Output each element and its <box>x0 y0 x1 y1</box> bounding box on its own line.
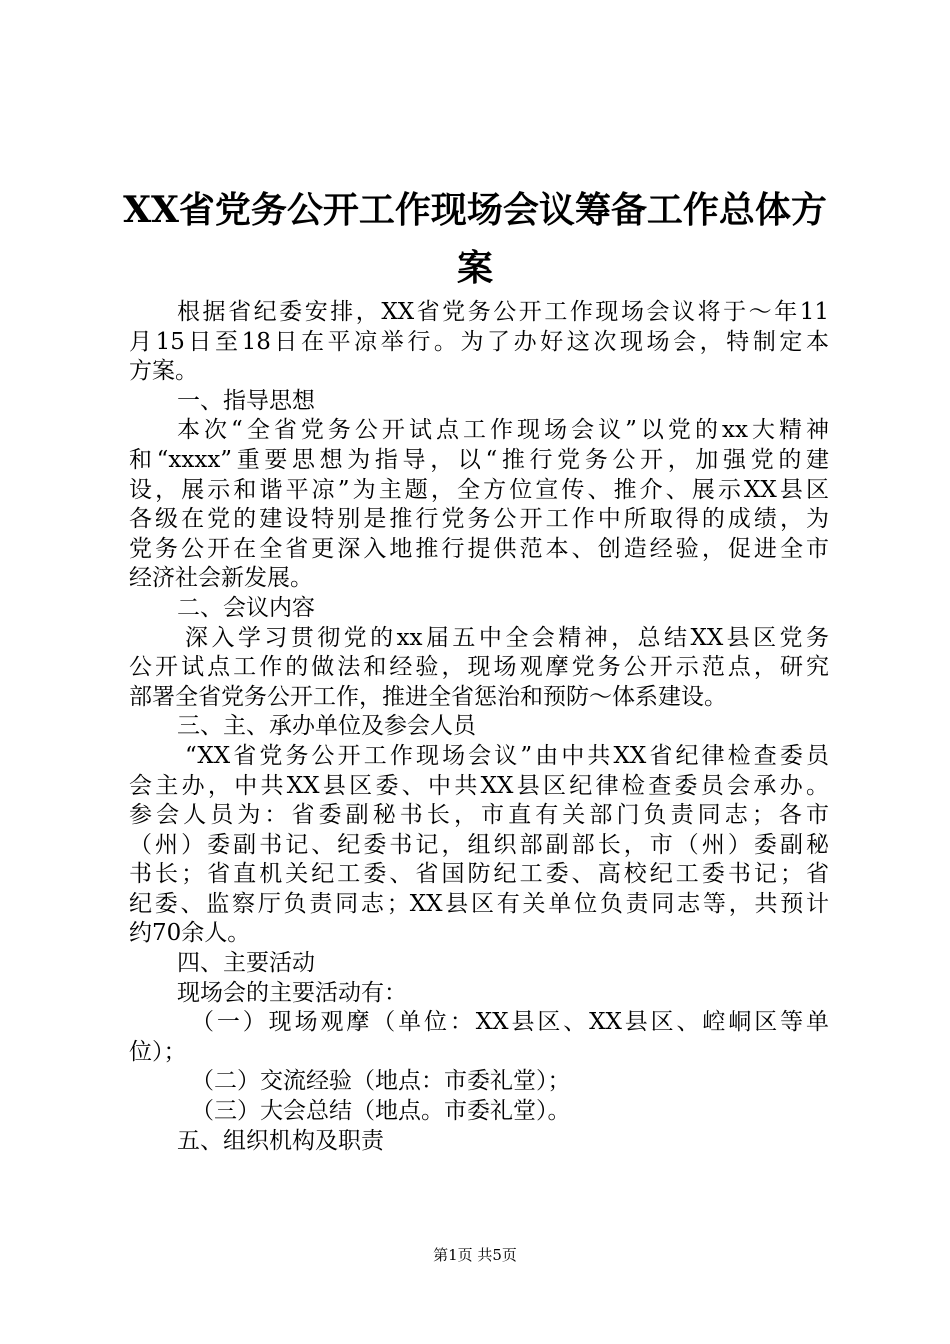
list-item: （二）交流经验（地点：市委礼堂）； <box>191 1068 571 1095</box>
body-line: 公开试点工作的做法和经验，现场观摩党务公开示范点，研究 <box>129 654 829 681</box>
document-title-line-2: 案 <box>456 247 493 289</box>
section-heading: 四、主要活动 <box>177 950 315 977</box>
section-heading: 三、主、承办单位及参会人员 <box>177 713 476 740</box>
body-line: “XX省党务公开工作现场会议”由中共XX省纪律检查委员 <box>185 742 829 769</box>
body-line: 深入学习贯彻党的xx届五中全会精神，总结XX县区党务 <box>185 624 829 651</box>
section-heading: 一、指导思想 <box>177 387 315 414</box>
body-line: 和“xxxx”重要思想为指导，以“推行党务公开，加强党的建 <box>129 446 829 473</box>
page-number-footer: 第1页 共5页 <box>433 1246 517 1264</box>
body-line: 纪委、监察厅负责同志；XX县区有关单位负责同志等，共预计 <box>129 890 829 917</box>
document-title-line-1: XX省党务公开工作现场会议筹备工作总体方 <box>123 189 827 231</box>
body-line: 书长；省直机关纪工委、省国防纪工委、高校纪工委书记；省 <box>129 861 829 888</box>
body-line: 约70余人。 <box>129 920 251 947</box>
body-line: 参会人员为：省委副秘书长，市直有关部门负责同志；各市 <box>129 802 829 829</box>
body-line: 根据省纪委安排，XX省党务公开工作现场会议将于～年11 <box>177 299 829 325</box>
body-line: （州）委副书记、纪委书记，组织部副部长，市（州）委副秘 <box>129 831 829 858</box>
body-line: 方案。 <box>129 358 198 385</box>
list-item: 位）； <box>129 1038 187 1065</box>
section-heading: 二、会议内容 <box>177 594 315 621</box>
body-line: 设，展示和谐平凉”为主题，全方位宣传、推介、展示XX县区 <box>129 476 829 503</box>
section-heading: 五、组织机构及职责 <box>177 1127 384 1154</box>
body-line: 月15日至18日在平凉举行。为了办好这次现场会，特制定本 <box>129 328 829 355</box>
body-line: 党务公开在全省更深入地推行提供范本、创造经验，促进全市 <box>129 535 829 562</box>
body-line: 会主办，中共XX县区委、中共XX县区纪律检查委员会承办。 <box>129 772 829 799</box>
body-line: 部署全省党务公开工作，推进全省惩治和预防～体系建设。 <box>129 683 727 710</box>
list-item: （三）大会总结（地点。市委礼堂）。 <box>191 1098 571 1125</box>
body-line: 本次“全省党务公开试点工作现场会议”以党的xx大精神 <box>177 417 829 444</box>
body-line: 各级在党的建设特别是推行党务公开工作中所取得的成绩，为 <box>129 506 829 533</box>
list-item: （一）现场观摩（单位：XX县区、XX县区、崆峒区等单 <box>191 1009 829 1036</box>
body-line: 经济社会新发展。 <box>129 565 313 592</box>
document-body <box>129 298 829 1156</box>
body-line: 现场会的主要活动有： <box>177 979 407 1006</box>
